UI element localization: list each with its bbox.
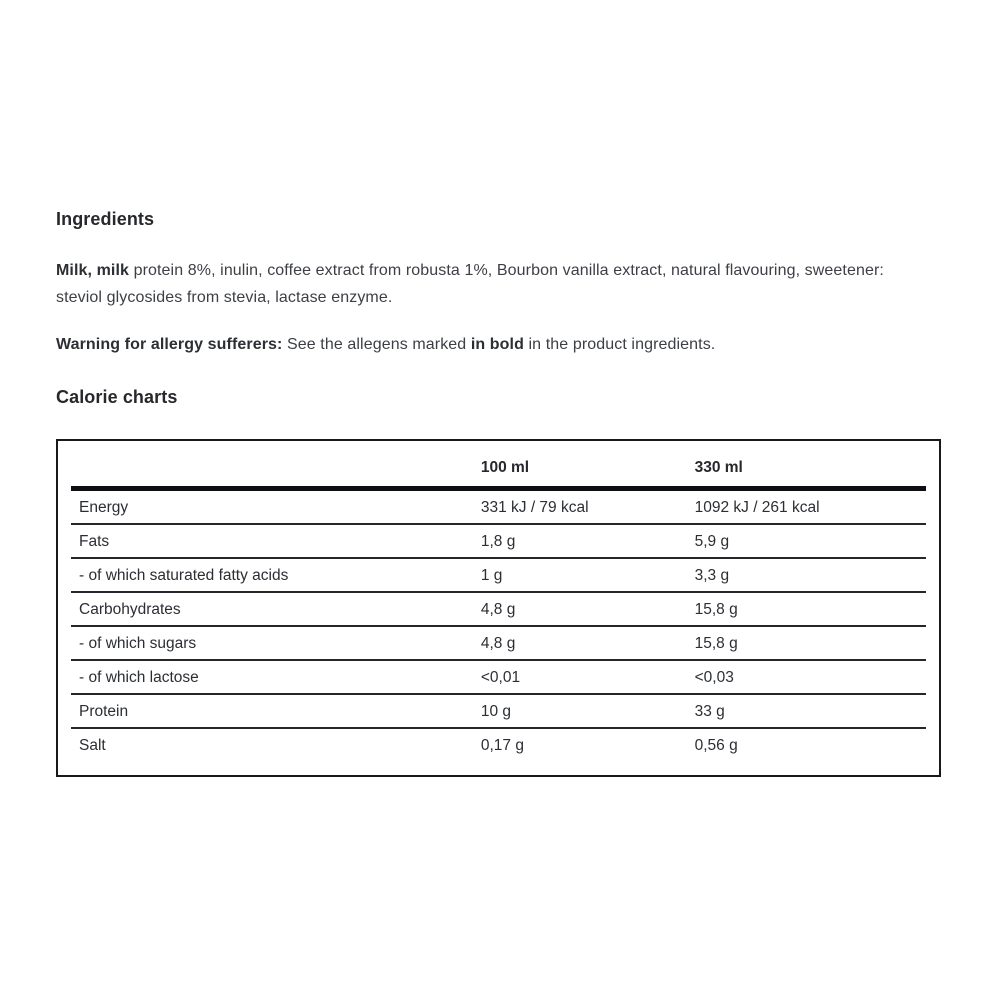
row-value: 33 g [694, 702, 725, 720]
warning-text-1: See the allegens marked [282, 336, 471, 353]
ingredients-heading: Ingredients [56, 209, 155, 229]
ingredients-allergen-bold: Milk, milk [56, 262, 130, 279]
nutrition-table [56, 439, 941, 777]
row-label: Carbohydrates [79, 600, 181, 618]
row-value: 15,8 g [694, 634, 738, 652]
row-value: 0,17 g [480, 736, 524, 754]
table-header-row [71, 441, 926, 489]
row-value: 1,8 g [480, 532, 516, 550]
row-value: 1 g [480, 566, 503, 584]
row-value: 15,8 g [694, 600, 738, 618]
table-row [71, 524, 926, 558]
column-header-330ml: 330 ml [694, 459, 743, 476]
row-label: - of which lactose [79, 668, 199, 686]
ingredients-text-rest: protein 8%, inulin, coffee extract from robusta 1%, Bourbon vanilla extract, natural flavouring, sweetener: [129, 262, 884, 279]
row-value: 5,9 g [694, 532, 730, 550]
row-value: 4,8 g [480, 600, 516, 618]
calorie-charts-heading: Calorie charts [56, 387, 178, 407]
row-value: 3,3 g [694, 566, 730, 584]
row-value: 10 g [480, 702, 512, 720]
column-header-100ml: 100 ml [480, 459, 530, 476]
row-value: 4,8 g [480, 634, 516, 652]
table-row [71, 626, 926, 660]
row-value: 331 kJ / 79 kcal [480, 498, 589, 516]
row-label: Protein [79, 702, 129, 720]
row-value: 1092 kJ / 261 kcal [694, 498, 820, 516]
warning-text-2: in the product ingredients. [523, 336, 716, 353]
ingredients-text-wrap: steviol glycosides from stevia, lactase enzyme. [56, 289, 393, 306]
table-row [71, 558, 926, 592]
row-value: <0,03 [694, 668, 734, 686]
allergy-warning-text [56, 331, 941, 358]
column-header-blank [71, 441, 473, 489]
row-label: - of which sugars [79, 634, 197, 652]
table-row [71, 592, 926, 626]
row-label: - of which saturated fatty acids [79, 566, 289, 584]
table-row [71, 694, 926, 728]
table-row [71, 660, 926, 694]
warning-inline-bold: in bold [470, 336, 524, 353]
row-label: Energy [79, 498, 129, 516]
table-row [71, 728, 926, 775]
row-value: 0,56 g [694, 736, 738, 754]
ingredients-text [56, 257, 941, 311]
row-value: <0,01 [480, 668, 521, 686]
table-row [71, 489, 926, 525]
row-label: Salt [79, 736, 106, 754]
row-label: Fats [79, 532, 110, 550]
warning-label-bold: Warning for allergy sufferers: [56, 336, 283, 353]
nutrition-table-grid [71, 441, 926, 775]
